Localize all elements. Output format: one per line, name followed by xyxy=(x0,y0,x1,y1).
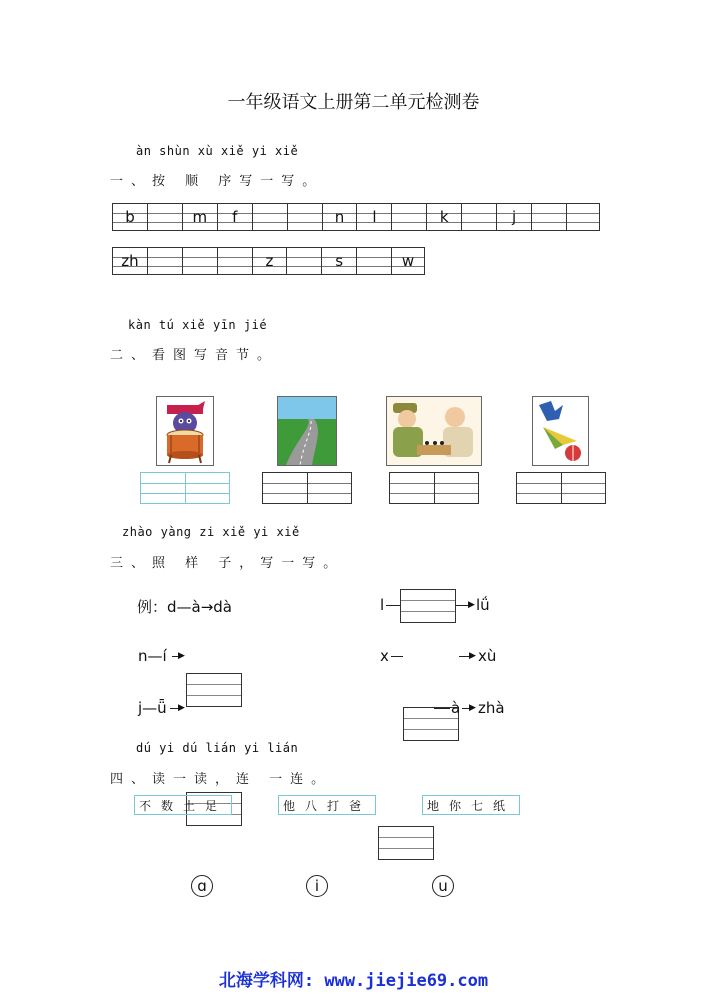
q3-n-prefix: n—í xyxy=(138,647,167,665)
arrow-icon: ▶ xyxy=(469,703,476,713)
strip-cell[interactable] xyxy=(287,248,322,274)
strip-cell[interactable] xyxy=(148,204,183,230)
answer-box-3[interactable] xyxy=(389,472,479,504)
strip-cell[interactable] xyxy=(218,248,253,274)
q2-heading: 二、看图写音节。 xyxy=(110,348,279,363)
word-card-2[interactable]: 他八打爸 xyxy=(278,795,376,815)
strip-cell[interactable]: m xyxy=(183,204,218,230)
vowel-a-circle[interactable]: ɑ xyxy=(191,875,213,897)
arrow-icon: ▶ xyxy=(469,651,476,661)
strip-cell[interactable] xyxy=(183,248,218,274)
answer-box-1[interactable] xyxy=(140,472,230,504)
chess-picture xyxy=(386,396,482,466)
strip-cell[interactable]: j xyxy=(497,204,532,230)
q1-letter-strip-1 xyxy=(112,203,600,231)
q1-letter-strip-2 xyxy=(112,247,425,275)
q3-heading: 三、照 样 子，写一写。 xyxy=(110,556,345,571)
strip-cell[interactable] xyxy=(357,248,392,274)
page-title: 一年级语文上册第二单元检测卷 xyxy=(227,92,480,113)
arrow-icon: ▶ xyxy=(178,651,185,661)
drum-picture xyxy=(156,396,214,466)
connector-line xyxy=(434,708,450,709)
q3-x-result: xù xyxy=(478,647,497,665)
answer-box-4[interactable] xyxy=(516,472,606,504)
q3-zha-suffix: à xyxy=(451,699,461,717)
vowel-u-circle[interactable]: u xyxy=(432,875,454,897)
strip-cell[interactable] xyxy=(567,204,599,230)
paper-folding-picture xyxy=(532,396,589,466)
strip-cell[interactable]: z xyxy=(253,248,288,274)
connector-line xyxy=(386,605,400,606)
strip-cell[interactable]: w xyxy=(392,248,424,274)
strip-cell[interactable] xyxy=(148,248,183,274)
strip-cell[interactable]: s xyxy=(322,248,357,274)
strip-cell[interactable] xyxy=(288,204,323,230)
road-picture xyxy=(277,396,337,466)
q3-answer-box-zha[interactable] xyxy=(378,826,434,860)
q3-j-prefix: j—ǖ xyxy=(138,699,167,717)
q3-pinyin: zhào yàng zi xiě yi xiě xyxy=(122,525,300,539)
q3-answer-box-n[interactable] xyxy=(186,673,242,707)
q3-answer-box-l[interactable] xyxy=(400,589,456,623)
q1-pinyin: àn shùn xù xiě yi xiě xyxy=(136,144,299,158)
q3-x-prefix: x xyxy=(380,647,389,665)
strip-cell[interactable] xyxy=(532,204,567,230)
strip-cell[interactable] xyxy=(462,204,497,230)
vowel-i-circle[interactable]: i xyxy=(306,875,328,897)
arrow-icon: ▶ xyxy=(178,703,185,713)
strip-cell[interactable] xyxy=(392,204,427,230)
q4-pinyin: dú yi dú lián yi lián xyxy=(136,741,299,755)
q4-heading: 四、读一读，连 一连。 xyxy=(110,772,333,787)
q3-example: 例：d—à→dà xyxy=(137,598,232,616)
strip-cell[interactable]: l xyxy=(357,204,392,230)
strip-cell[interactable]: b xyxy=(113,204,148,230)
footer-site-link[interactable]: 北海学科网: www.jiejie69.com xyxy=(218,971,489,991)
answer-box-2[interactable] xyxy=(262,472,352,504)
strip-cell[interactable]: zh xyxy=(113,248,148,274)
q3-l-result: lǘ xyxy=(476,596,490,614)
arrow-icon: ▶ xyxy=(468,600,475,610)
q3-zha-result: zhà xyxy=(478,699,505,717)
q3-l-prefix: l xyxy=(380,596,385,614)
connector-line xyxy=(391,656,403,657)
q2-pinyin: kàn tú xiě yīn jié xyxy=(128,318,268,332)
word-card-1[interactable]: 不数土足 xyxy=(134,795,232,815)
strip-cell[interactable]: n xyxy=(323,204,358,230)
strip-cell[interactable]: f xyxy=(218,204,253,230)
q1-heading: 一、按 顺 序写一写。 xyxy=(110,174,324,189)
strip-cell[interactable]: k xyxy=(427,204,462,230)
word-card-3[interactable]: 地你七纸 xyxy=(422,795,520,815)
strip-cell[interactable] xyxy=(253,204,288,230)
